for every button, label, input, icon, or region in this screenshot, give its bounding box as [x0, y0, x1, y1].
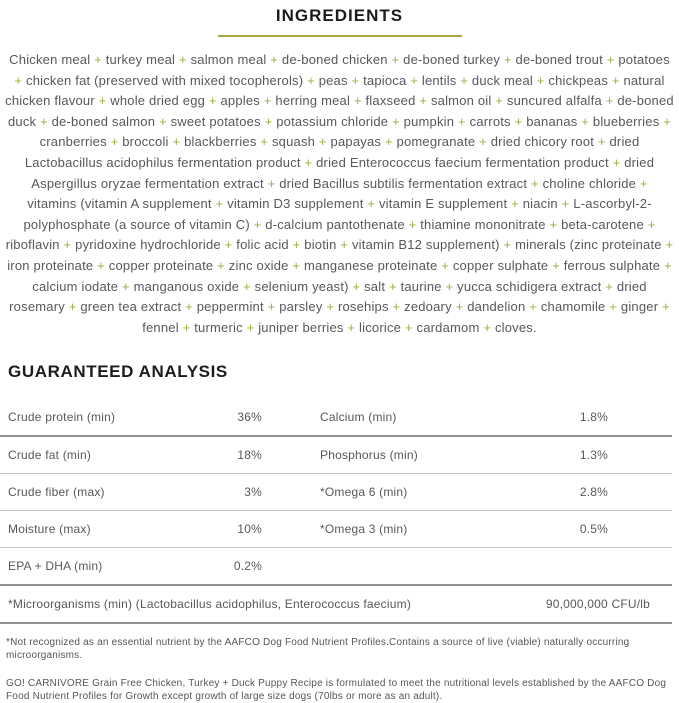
guaranteed-analysis-title: GUARANTEED ANALYSIS [8, 362, 228, 382]
ingredient-item: selenium yeast) [254, 278, 349, 294]
plus-separator: + [256, 134, 272, 150]
plus-separator: + [525, 299, 541, 315]
plus-separator: + [303, 72, 319, 88]
ingredient-item: salmon meal [190, 52, 267, 67]
ingredient-item: dried Aspergillus oryzae fermentation extract [31, 154, 655, 191]
ingredient-item: suncured alfalfa [506, 93, 602, 109]
ingredient-item: dried chicory root [490, 134, 595, 150]
guaranteed-analysis-table [0, 399, 672, 624]
analysis-label: *Omega 3 (min) [320, 522, 408, 537]
plus-separator: + [388, 113, 404, 129]
analysis-row [0, 437, 672, 474]
ingredient-item: manganous oxide [133, 278, 240, 294]
plus-separator: + [213, 257, 229, 273]
ingredient-item: zinc oxide [228, 257, 289, 273]
plus-separator: + [527, 175, 543, 191]
ingredient-item: vitamin B12 supplement) [351, 237, 500, 253]
ingredient-item: peas [318, 72, 348, 88]
ingredient-item: bananas [526, 113, 578, 129]
ingredient-item: apples [220, 93, 260, 109]
ingredient-item: salmon oil [430, 93, 492, 109]
plus-separator: + [658, 299, 670, 315]
plus-separator: + [322, 299, 338, 315]
plus-separator: + [577, 113, 593, 129]
analysis-row [0, 399, 672, 437]
ingredient-item: Chicken meal [9, 52, 91, 67]
plus-separator: + [406, 72, 422, 88]
ingredient-item: dried Lactobacillus acidophilus fermentation product [24, 134, 640, 170]
plus-separator: + [363, 196, 379, 212]
plus-separator: + [348, 278, 365, 294]
analysis-rows [0, 399, 672, 586]
plus-separator: + [14, 72, 26, 88]
plus-separator: + [94, 93, 111, 109]
ingredients-title: INGREDIENTS [275, 6, 404, 25]
ingredient-item: cloves. [494, 319, 537, 335]
plus-separator: + [415, 93, 431, 109]
plus-separator: + [475, 134, 491, 150]
plus-separator: + [608, 154, 625, 170]
ingredient-item: flaxseed [365, 93, 416, 109]
ingredient-item: de-boned salmon [51, 113, 156, 129]
ingredient-item: taurine [400, 278, 442, 294]
ingredients-paragraph [0, 50, 679, 338]
plus-separator: + [93, 257, 109, 273]
plus-separator: + [401, 319, 417, 335]
plus-separator: + [249, 216, 266, 232]
analysis-label: EPA + DHA (min) [8, 559, 103, 574]
plus-separator: + [479, 319, 495, 335]
ingredient-item: sweet potatoes [170, 113, 261, 129]
analysis-value: 18% [237, 448, 262, 463]
ingredient-item: whole dried egg [110, 93, 206, 109]
ingredient-item: de-boned turkey [403, 52, 501, 67]
ingredient-item: riboflavin [5, 237, 60, 253]
ingredient-item: manganese proteinate [304, 257, 438, 273]
plus-separator: + [288, 237, 305, 253]
plus-separator: + [260, 93, 276, 109]
analysis-label: Crude fat (min) [8, 448, 92, 463]
plus-separator: + [266, 52, 282, 67]
ingredient-item: de-boned duck [7, 93, 674, 129]
plus-separator: + [175, 52, 191, 67]
ingredient-item: green tea extract [80, 299, 182, 315]
ingredient-item: fennel [142, 319, 179, 335]
plus-separator: + [594, 134, 610, 150]
microorganisms-value: 90,000,000 CFU/lb [545, 597, 650, 612]
analysis-value: 3% [244, 485, 262, 500]
plus-separator: + [660, 257, 672, 273]
plus-separator: + [347, 72, 364, 88]
ingredient-item: de-boned trout [515, 52, 603, 67]
ingredient-item: ferrous sulphate [563, 257, 661, 273]
ingredient-item: lentils [421, 72, 457, 88]
plus-separator: + [181, 299, 197, 315]
plus-separator: + [545, 216, 562, 232]
ingredient-item: biotin [304, 237, 337, 253]
footnote-nutrient-disclaimer: *Not recognized as an essential nutrient by the AAFCO Dog Food Nutrient Profiles.Contains a source of live (viable) naturally occurring microorganisms. [6, 637, 630, 662]
analysis-row [0, 474, 672, 511]
plus-separator: + [106, 134, 123, 150]
analysis-value: 36% [237, 410, 262, 425]
ingredient-item: pyridoxine hydrochloride [75, 237, 221, 253]
plus-separator: + [601, 93, 618, 109]
ingredient-item: beta-carotene [561, 216, 644, 232]
ingredient-item: duck meal [471, 72, 533, 88]
plus-separator: + [211, 196, 228, 212]
plus-separator: + [507, 196, 523, 212]
plus-separator: + [454, 113, 470, 129]
plus-separator: + [118, 278, 134, 294]
ingredient-item: papayas [330, 134, 382, 150]
ingredient-item: iron proteinate [7, 257, 94, 273]
ingredient-item: copper proteinate [108, 257, 214, 273]
plus-separator: + [260, 113, 277, 129]
plus-separator: + [387, 52, 404, 67]
accent-underline [218, 35, 462, 37]
ingredient-item: turmeric [194, 319, 243, 335]
ingredient-item: carrots [469, 113, 511, 129]
analysis-label: Crude fiber (max) [8, 485, 105, 500]
plus-separator: + [205, 93, 221, 109]
plus-separator: + [263, 299, 280, 315]
plus-separator: + [239, 278, 255, 294]
ingredient-item: chickpeas [548, 72, 609, 88]
ingredient-item: folic acid [236, 237, 289, 253]
analysis-row [0, 511, 672, 548]
plus-separator: + [155, 113, 171, 129]
plus-separator: + [350, 93, 366, 109]
ingredient-item: chamomile [540, 299, 606, 315]
analysis-value: 0.5% [579, 522, 608, 537]
plus-separator: + [385, 278, 401, 294]
ingredient-item: copper sulphate [452, 257, 549, 273]
plus-separator: + [548, 257, 564, 273]
plus-separator: + [300, 154, 317, 170]
plus-separator: + [557, 196, 574, 212]
ingredient-item: L-ascorbyl-2-polyphosphate (a source of vitamin C) [23, 196, 652, 232]
ingredient-item: thiamine mononitrate [420, 216, 546, 232]
ingredient-item: blackberries [184, 134, 257, 150]
analysis-value: 10% [237, 522, 262, 537]
plus-separator: + [500, 52, 516, 67]
ingredient-item: licorice [359, 319, 402, 335]
ingredient-item: pumpkin [403, 113, 455, 129]
ingredient-item: vitamin E supplement [378, 196, 508, 212]
ingredient-item: choline chloride [542, 175, 637, 191]
analysis-value: 2.8% [579, 485, 608, 500]
ingredient-item: dried Bacillus subtilis fermentation extract [279, 175, 528, 191]
plus-separator: + [336, 237, 352, 253]
plus-separator: + [532, 72, 549, 88]
ingredient-item: vitamins (vitamin A supplement [27, 196, 212, 212]
plus-separator: + [263, 175, 280, 191]
ingredient-item: rosehips [337, 299, 389, 315]
ingredient-item: blueberries [592, 113, 660, 129]
plus-separator: + [456, 72, 472, 88]
ingredient-item: dried rosemary [9, 278, 647, 315]
plus-separator: + [178, 319, 195, 335]
ingredient-item: broccoli [122, 134, 169, 150]
ingredient-item: herring meal [275, 93, 351, 109]
plus-separator: + [491, 93, 507, 109]
ingredient-item: squash [271, 134, 316, 150]
analysis-label: *Omega 6 (min) [320, 485, 408, 500]
plus-separator: + [659, 113, 672, 129]
ingredient-item: cranberries [39, 134, 107, 150]
ingredient-item: juniper berries [258, 319, 344, 335]
plus-separator: + [437, 257, 453, 273]
plus-separator: + [602, 52, 619, 67]
analysis-label: Moisture (max) [8, 522, 91, 537]
plus-separator: + [288, 257, 305, 273]
ingredient-item: zedoary [404, 299, 452, 315]
plus-separator: + [441, 278, 458, 294]
plus-separator: + [381, 134, 397, 150]
analysis-label: Phosphorus (min) [320, 448, 418, 463]
footnote-aafco-statement: GO! CARNIVORE Grain Free Chicken, Turkey + Duck Puppy Recipe is formulated to meet the nutritional levels established by the AAFCO Dog Food Nutrient Profiles for Growth except growth of large size dogs (70lbs or more as an adult). [6, 678, 667, 703]
ingredient-item: turkey meal [105, 52, 176, 67]
ingredient-item: tapioca [363, 72, 407, 88]
plus-separator: + [64, 299, 81, 315]
plus-separator: + [636, 175, 648, 191]
analysis-value: 0.2% [233, 559, 262, 574]
ingredient-item: dandelion [467, 299, 526, 315]
ingredient-item: calcium iodate [32, 278, 119, 294]
ingredient-item: vitamin D3 supplement [227, 196, 364, 212]
analysis-label: Calcium (min) [320, 410, 397, 425]
ingredient-item: dried Enterococcus faecium fermentation product [316, 154, 609, 170]
ingredient-item: minerals (zinc proteinate [515, 237, 662, 253]
ingredient-item: de-boned chicken [281, 52, 388, 67]
plus-separator: + [451, 299, 468, 315]
ingredient-item: niacin [522, 196, 558, 212]
plus-separator: + [510, 113, 527, 129]
ingredient-item: d-calcium pantothenate [265, 216, 405, 232]
plus-separator: + [643, 216, 656, 232]
plus-separator: + [605, 299, 621, 315]
ingredient-item: pomegranate [396, 134, 476, 150]
ingredient-item: salt [364, 278, 386, 294]
ingredient-item: parsley [279, 299, 323, 315]
microorganisms-row [0, 586, 672, 624]
ingredient-item: cardamom [416, 319, 480, 335]
plus-separator: + [343, 319, 360, 335]
plus-separator: + [499, 237, 516, 253]
plus-separator: + [220, 237, 237, 253]
ingredients-header [0, 0, 679, 37]
ingredient-item: potatoes [618, 52, 670, 67]
microorganisms-label: *Microorganisms (min) (Lactobacillus acidophilus, Enterococcus faecium) [8, 597, 412, 612]
plus-separator: + [36, 113, 52, 129]
plus-separator: + [388, 299, 405, 315]
ingredient-item: peppermint [196, 299, 264, 315]
analysis-row [0, 548, 672, 586]
ingredient-item: ginger [620, 299, 659, 315]
analysis-value: 1.3% [579, 448, 608, 463]
plus-separator: + [242, 319, 259, 335]
plus-separator: + [168, 134, 185, 150]
plus-separator: + [315, 134, 331, 150]
plus-separator: + [404, 216, 421, 232]
plus-separator: + [59, 237, 76, 253]
ingredient-item: yucca schidigera extract [457, 278, 602, 294]
ingredient-item: chicken fat (preserved with mixed tocopherols) [26, 72, 304, 88]
plus-separator: + [90, 52, 106, 67]
analysis-label: Crude protein (min) [8, 410, 116, 425]
ingredient-item: potassium chloride [276, 113, 389, 129]
plus-separator: + [601, 278, 617, 294]
plus-separator: + [661, 237, 674, 253]
analysis-value: 1.8% [579, 410, 608, 425]
ingredient-item: natural chicken flavour [5, 72, 665, 109]
plus-separator: + [608, 72, 624, 88]
